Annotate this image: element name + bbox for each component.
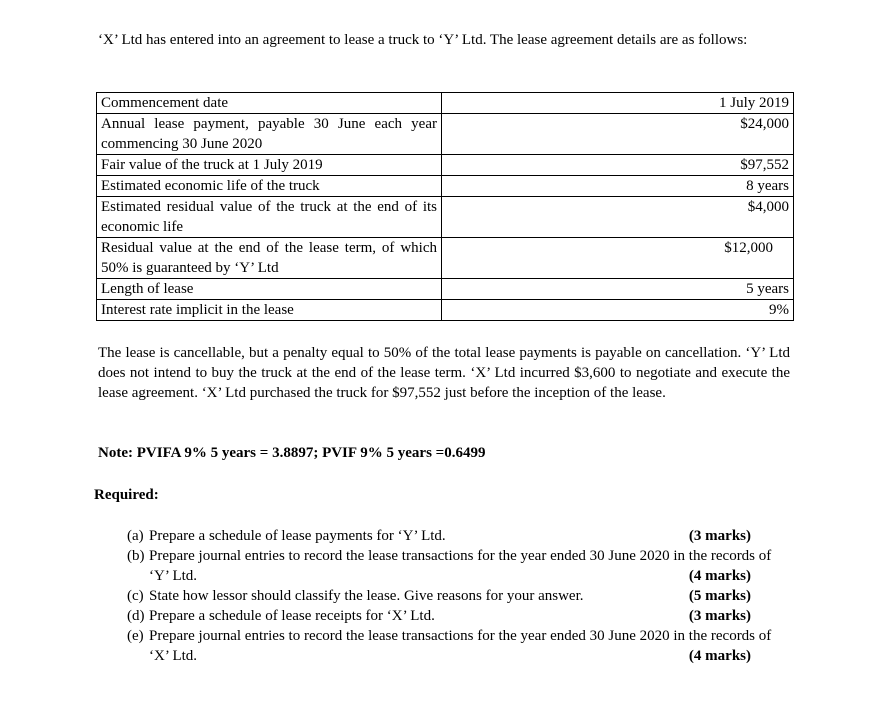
row-value: 9% (442, 300, 794, 321)
row-label: Commencement date (97, 93, 442, 114)
row-label: Estimated economic life of the truck (97, 176, 442, 197)
item-letter: (c) (127, 588, 144, 604)
item-marks: (4 marks) (688, 568, 751, 584)
row-label: Interest rate implicit in the lease (97, 300, 442, 321)
row-value: 8 years (442, 176, 794, 197)
list-item (127, 526, 789, 546)
item-marks: (3 marks) (688, 608, 751, 624)
item-text: Prepare a schedule of lease payments for ‘Y’ Ltd. (149, 528, 446, 544)
table-row (97, 155, 794, 176)
table-row (97, 197, 794, 238)
item-text: Prepare a schedule of lease receipts for ‘X’ Ltd. (149, 608, 435, 624)
lease-terms-table (96, 92, 794, 321)
list-item (127, 546, 789, 586)
item-letter: (a) (127, 528, 144, 544)
table-row (97, 93, 794, 114)
item-text: Prepare journal entries to record the lease transactions for the year ended 30 June 2020 in the records of ‘X’ Ltd. (149, 628, 772, 664)
table-row (97, 176, 794, 197)
table-row (97, 279, 794, 300)
row-label: Fair value of the truck at 1 July 2019 (97, 155, 442, 176)
item-letter: (b) (127, 548, 145, 564)
item-marks: (5 marks) (688, 588, 751, 604)
list-item (127, 626, 789, 666)
pv-factors-note: Note: PVIFA 9% 5 years = 3.8897; PVIF 9% 5 years =0.6499 (98, 445, 486, 461)
required-heading: Required: (94, 487, 159, 503)
row-label: Annual lease payment, payable 30 June each year commencing 30 June 2020 (97, 114, 442, 155)
row-value: $4,000 (442, 197, 794, 238)
row-label: Residual value at the end of the lease term, of which 50% is guaranteed by ‘Y’ Ltd (97, 238, 442, 279)
item-marks: (3 marks) (688, 528, 751, 544)
row-value: $24,000 (442, 114, 794, 155)
row-value: $12,000 (442, 238, 794, 279)
item-letter: (d) (127, 608, 145, 624)
item-marks: (4 marks) (688, 648, 751, 664)
list-item (127, 606, 789, 626)
item-text: Prepare journal entries to record the lease transactions for the year ended 30 June 2020 in the records of ‘Y’ Ltd. (149, 548, 772, 584)
list-item (127, 586, 789, 606)
row-value: $97,552 (442, 155, 794, 176)
lease-conditions-paragraph: The lease is cancellable, but a penalty equal to 50% of the total lease payments is payable on cancellation. ‘Y’ Ltd does not intend to buy the truck at the end of the lease term. ‘X’ Ltd incurred $3,600 to negotiate and execute the lease agreement. ‘X’ Ltd purchased the truck for $97,552 just before the inception of the lease. (98, 345, 790, 401)
intro-text: ‘X’ Ltd has entered into an agreement to lease a truck to ‘Y’ Ltd. The lease agreement details are as follows: (98, 32, 748, 48)
table-row (97, 238, 794, 279)
row-value: 1 July 2019 (442, 93, 794, 114)
table-row (97, 114, 794, 155)
item-text: State how lessor should classify the lease. Give reasons for your answer. (149, 588, 584, 604)
required-list (127, 526, 789, 666)
row-label: Estimated residual value of the truck at the end of its economic life (97, 197, 442, 238)
table-row (97, 300, 794, 321)
row-label: Length of lease (97, 279, 442, 300)
item-letter: (e) (127, 628, 144, 644)
row-value: 5 years (442, 279, 794, 300)
